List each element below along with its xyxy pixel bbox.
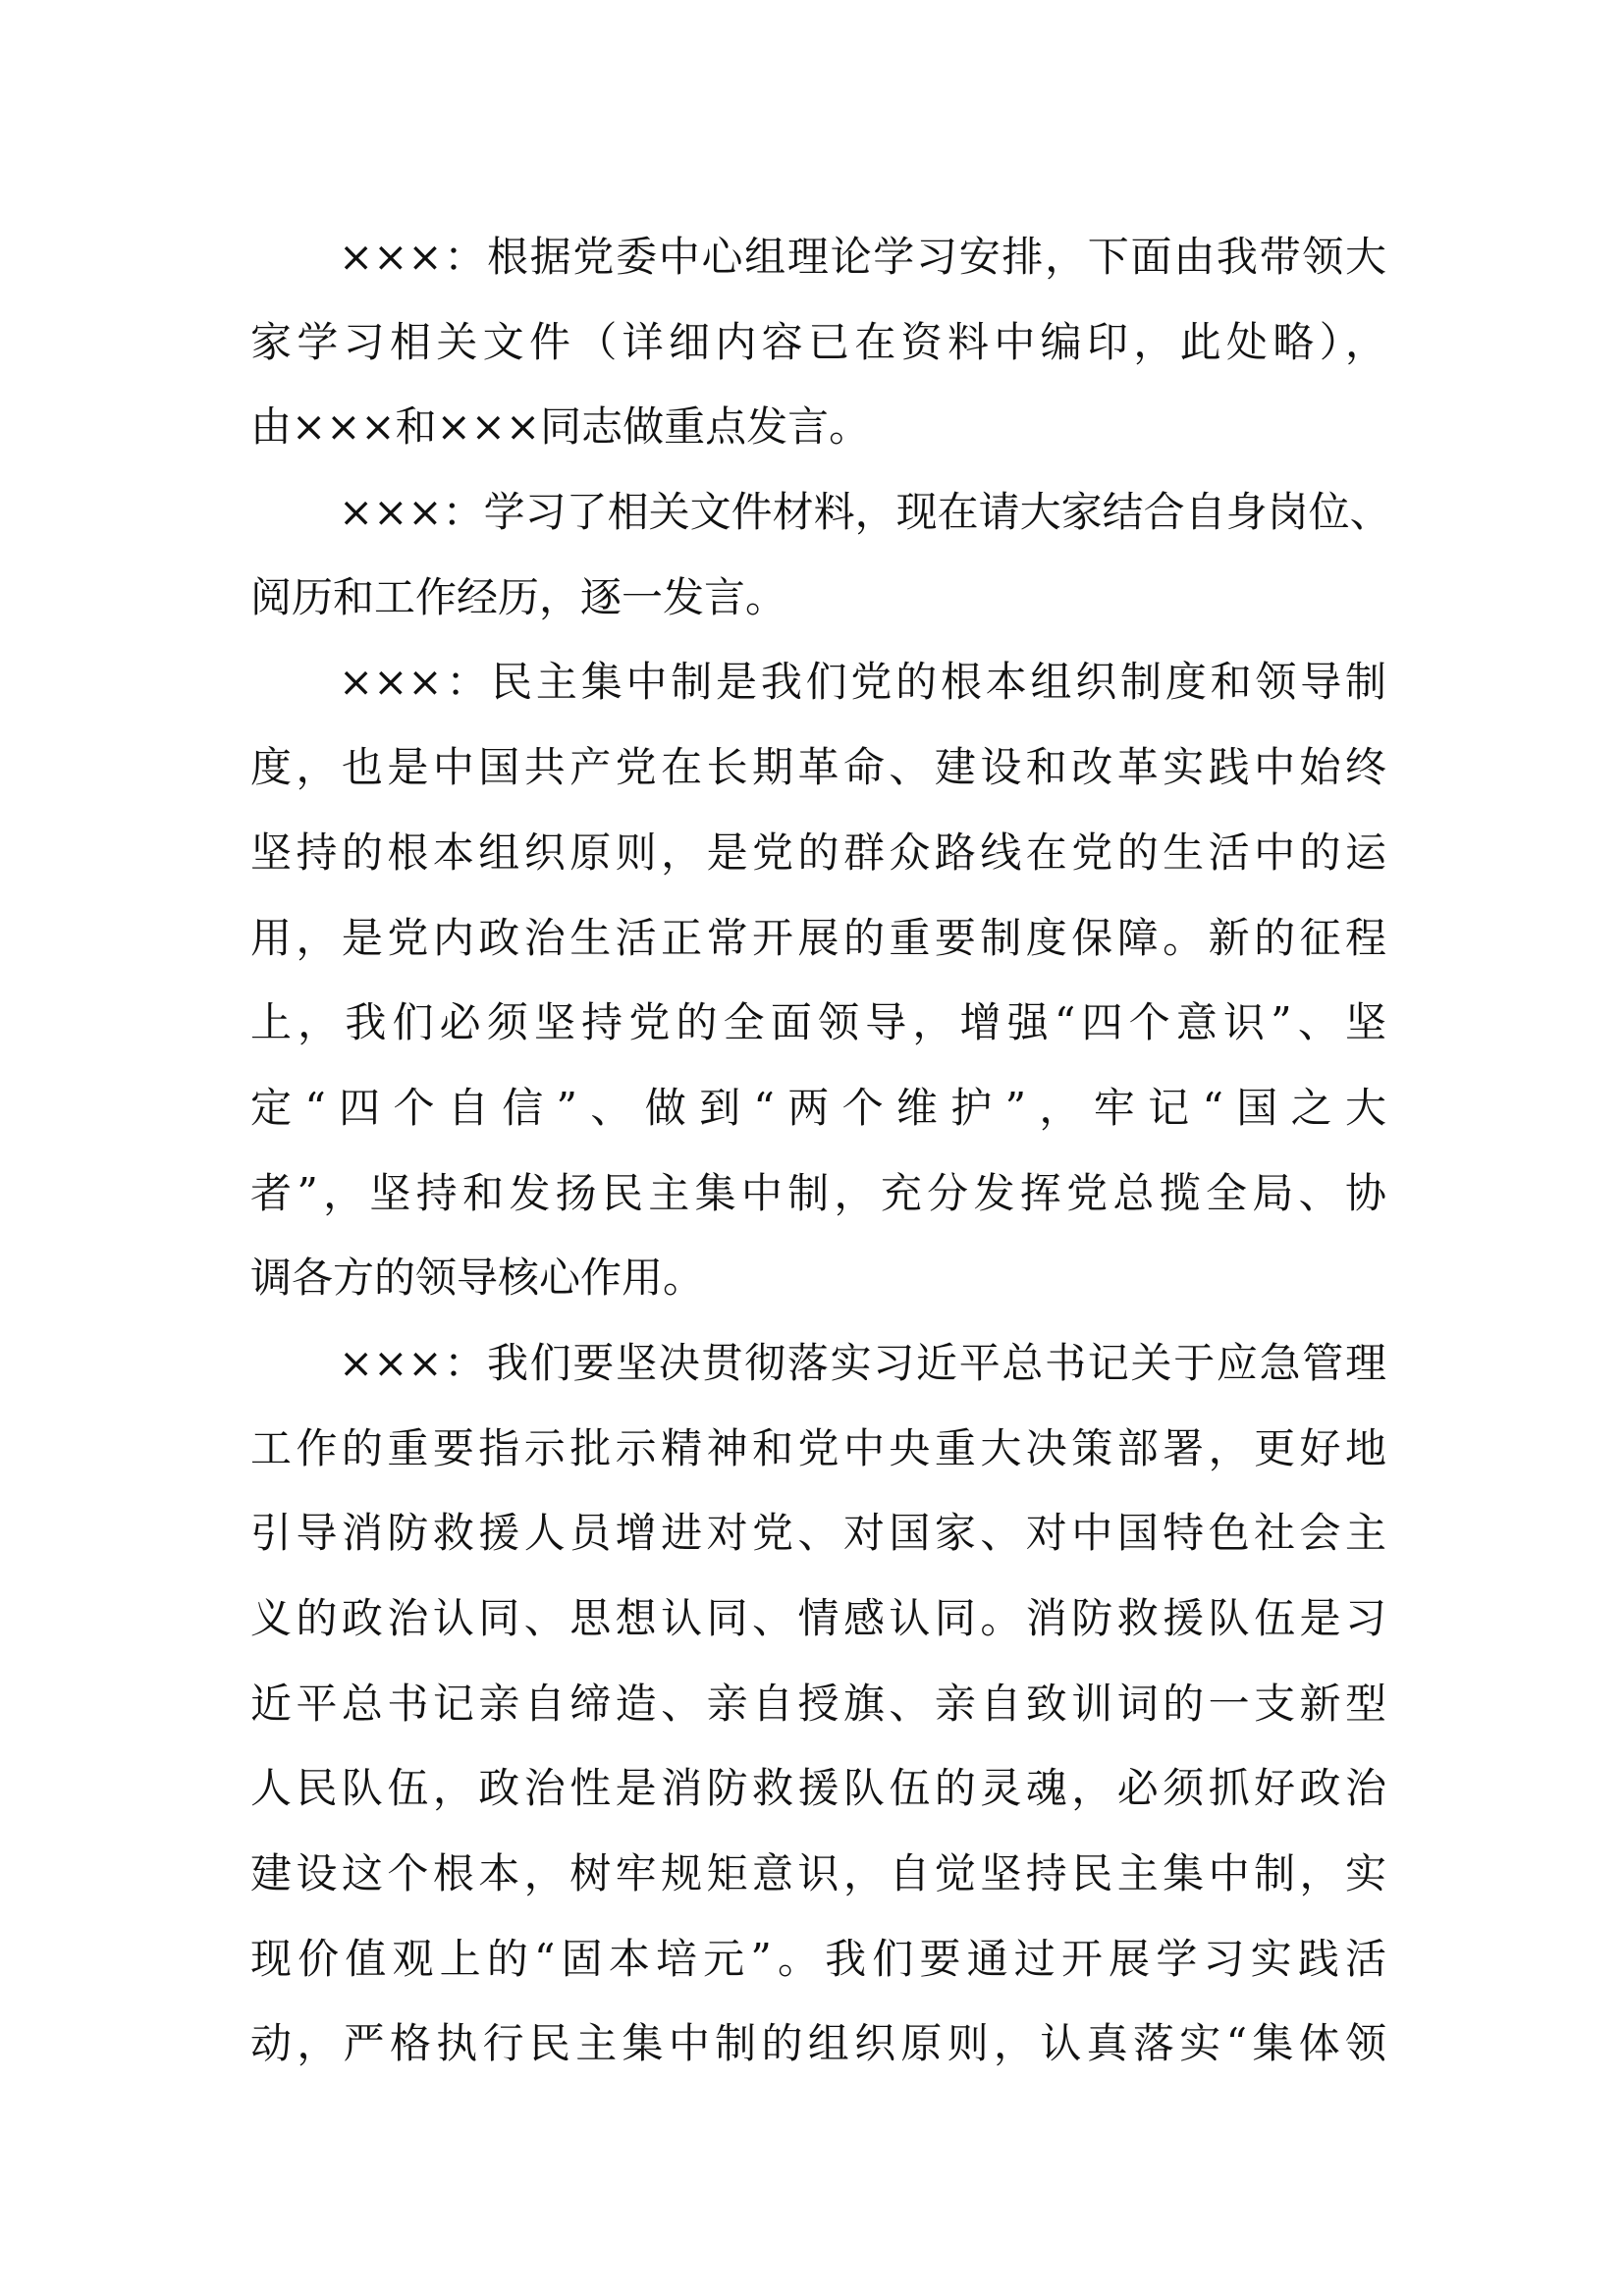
text-line: 动，严格执行民主集中制的组织原则，认真落实“集体领 [250, 2019, 1386, 2068]
text-line: 坚持的根本组织原则，是党的群众路线在党的生活中的运 [250, 828, 1386, 877]
text-line: 度，也是中国共产党在长期革命、建设和改革实践中始终 [250, 743, 1386, 792]
text-line: 家学习相关文件（详细内容已在资料中编印，此处略）， [250, 317, 1386, 366]
text-line: 工作的重要指示批示精神和党中央重大决策部署，更好地 [250, 1423, 1386, 1472]
text-line: ×××：民主集中制是我们党的根本组织制度和领导制 [339, 658, 1386, 707]
paragraph [250, 215, 1386, 470]
text-line: 近平总书记亲自缔造、亲自授旗、亲自致训词的一支新型 [250, 1679, 1386, 1728]
text-line: 用，是党内政治生活正常开展的重要制度保障。新的征程 [250, 913, 1386, 962]
text-line: 者”，坚持和发扬民主集中制，充分发挥党总揽全局、协 [250, 1168, 1386, 1217]
text-line: 调各方的领导核心作用。 [250, 1254, 705, 1303]
text-line: 由×××和×××同志做重点发言。 [250, 402, 871, 452]
paragraph [250, 1321, 1386, 2087]
text-line: ×××：根据党委中心组理论学习安排，下面由我带领大 [339, 233, 1386, 281]
text-line: 现价值观上的“固本培元”。我们要通过开展学习实践活 [250, 1934, 1386, 1983]
document-page [250, 215, 1391, 2087]
text-line: ×××：我们要坚决贯彻落实习近平总书记关于应急管理 [339, 1338, 1386, 1387]
text-line: 义的政治认同、思想认同、情感认同。消防救援队伍是习 [250, 1594, 1386, 1642]
text-line: 人民队伍，政治性是消防救援队伍的灵魂，必须抓好政治 [250, 1764, 1386, 1813]
paragraph [250, 640, 1386, 1321]
text-line: 建设这个根本，树牢规矩意识，自觉坚持民主集中制，实 [250, 1849, 1386, 1898]
paragraph [250, 470, 1391, 640]
text-line: 引导消防救援人员增进对党、对国家、对中国特色社会主 [250, 1509, 1386, 1558]
text-line: 定“四个自信”、做到“两个维护”，牢记“国之大 [250, 1083, 1386, 1132]
text-line: 阅历和工作经历，逐一发言。 [250, 572, 787, 621]
text-line: ×××：学习了相关文件材料，现在请大家结合自身岗位、 [339, 488, 1391, 537]
text-line: 上，我们必须坚持党的全面领导，增强“四个意识”、坚 [250, 998, 1386, 1047]
